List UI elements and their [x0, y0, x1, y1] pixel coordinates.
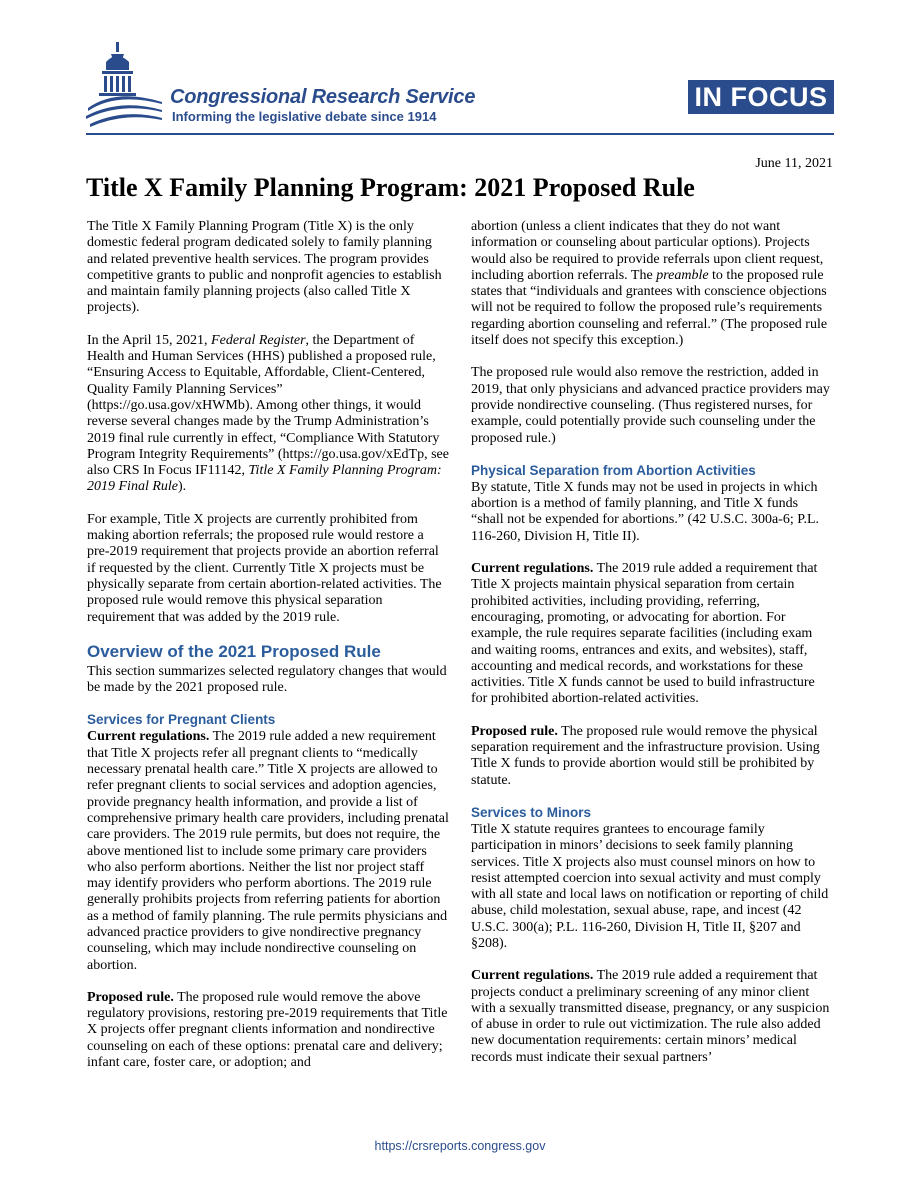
overview-paragraph: This section summarizes selected regulatory changes that would be made by the 2021 proposed rule.: [87, 663, 447, 696]
example-paragraph: For example, Title X projects are currently prohibited from making abortion referrals; the proposed rule would restore a pre-2019 requirement that projects provide an abortion referral if requested by the client. Currently Title X projects must be physically separate from certain abortion-related activities. The proposed rule would remove this physical separation requirement that was added by the 2019 rule.: [87, 511, 442, 625]
right-column: [471, 219, 833, 1066]
capitol-dome-icon: [86, 40, 166, 130]
intro-paragraph: The Title X Family Planning Program (Title X) is the only domestic federal program dedicated solely to family planning and related preventive health services. The program provides competitive grants to public and nonprofit agencies to establish and maintain family planning projects (also called Title X projects).: [87, 219, 442, 316]
statute-paragraph: By statute, Title X funds may not be used in projects in which abortion is a method of family planning, and Title X funds “shall not be expended for abortions.” (42 U.S.C. 300a-6; P.L. 116-260, Division H, Title II).: [471, 479, 819, 544]
pregnant-proposed-rule: Proposed rule. The proposed rule would remove the above regulatory provisions, restoring pre-2019 requirements that Title X projects offer pregnant clients information and nondirective counseling on each of these options: prenatal care and delivery; infant care, foster care, or adoption; and: [87, 989, 448, 1071]
pregnant-current-regulations: Current regulations. The 2019 rule added a new requirement that Title X projects refer all pregnant clients to “medically necessary prenatal health care.” Title X projects are allowed to refer pregnant clients to social services and adoption agencies, provide pregnancy health information, and provide a list of comprehensive primary health care providers, including prenatal care providers. The 2019 rule permits, but does not require, the above mentioned list to include some primary care providers who also perform abortions. Neither the list nor project staff may identify providers who perform abortions. The 2019 rule generally prohibits projects from referring patients for abortion as a method of family planning. The rule permits physicians and advanced practice providers to give nondirective pregnancy counseling, which may include nondirective counseling on abortion.: [87, 729, 449, 973]
footer-link[interactable]: https://crsreports.congress.gov: [374, 1139, 546, 1153]
federal-register-paragraph: In the April 15, 2021, Federal Register, the Department of Health and Human Services (HHS) published a proposed rule, “Ensuring Access to Equitable, Affordable, Client-Centered, Quality Family Planning Services” (https://go.usa.gov/xHWMb). Among other things, it would reverse several changes made by the Trump Administration’s 2019 final rule currently in effect, “Compliance With Statutory Program Integrity Requirements” (https://go.usa.gov/xEdTp, see also CRS In Focus IF11142, Title X Family Planning Program: 2019 Final Rule).: [87, 332, 449, 495]
in-focus-badge: IN FOCUS: [688, 80, 834, 114]
org-name: Congressional Research Service: [170, 86, 476, 108]
minors-statute-paragraph: Title X statute requires grantees to encourage family participation in minors’ decisions to seek family planning services. Title X projects also must counsel minors on how to resist attempted coercion into sexual activity and must comply with all state and local laws on notification or reporting of child abuse, child molestation, sexual abuse, rape, and incest (42 U.S.C. 300(a); P.L. 116-260, Division H, Title II, §207 and §208).: [471, 821, 829, 951]
subheading-pregnant-clients: Services for Pregnant Clients: [87, 712, 276, 728]
org-tagline: Informing the legislative debate since 1914: [172, 109, 437, 124]
page-title: Title X Family Planning Program: 2021 Proposed Rule: [86, 173, 695, 202]
section-heading-overview: Overview of the 2021 Proposed Rule: [87, 641, 381, 661]
header-divider: [86, 133, 834, 135]
subheading-physical-separation: Physical Separation from Abortion Activities: [471, 462, 756, 478]
left-column: [87, 219, 449, 1071]
subheading-services-to-minors: Services to Minors: [471, 804, 592, 820]
nondirective-counseling-paragraph: The proposed rule would also remove the restriction, added in 2019, that only physicians and advanced practice providers may provide nondirective counseling. (Thus registered nurses, for example, could potentially provide such counseling under the proposed rule.): [471, 365, 830, 446]
minors-current-regulations: Current regulations. The 2019 rule added a requirement that projects conduct a preliminary screening of any minor client with a sexually transmitted disease, pregnancy, or any suspicion of abuse in order to rule out victimization. The rule also added new documentation requirements: certain minors’ medical records must indicate their sexual partners’: [471, 968, 830, 1065]
separation-current-regulations: Current regulations. The 2019 rule added a requirement that Title X projects maintain physical separation from certain prohibited activities, including providing, referring, encouraging, promoting, or advocating for abortion. For example, the rule requires separate facilities (including exam and waiting rooms, entrances and exits, and websites), staff, accounting and medical records, and workstations for these activities. Title X funds cannot be used to build infrastructure for prohibited abortion-related activities.: [471, 561, 818, 707]
counseling-continued-paragraph: abortion (unless a client indicates that they do not want information or counseling about particular options). Projects would also be required to provide referrals upon client request, including abortion referrals. The preamble to the proposed rule states that “individuals and grantees with conscience objections will not be required to follow the proposed rule’s requirements regarding abortion counseling and referral.” (The proposed rule itself does not specify this exception.): [471, 219, 828, 349]
separation-proposed-rule: Proposed rule. The proposed rule would remove the physical separation requirement and the infrastructure provision. Using Title X funds to provide abortion would still be prohibited by statute.: [471, 723, 820, 788]
publication-date: June 11, 2021: [755, 156, 833, 171]
